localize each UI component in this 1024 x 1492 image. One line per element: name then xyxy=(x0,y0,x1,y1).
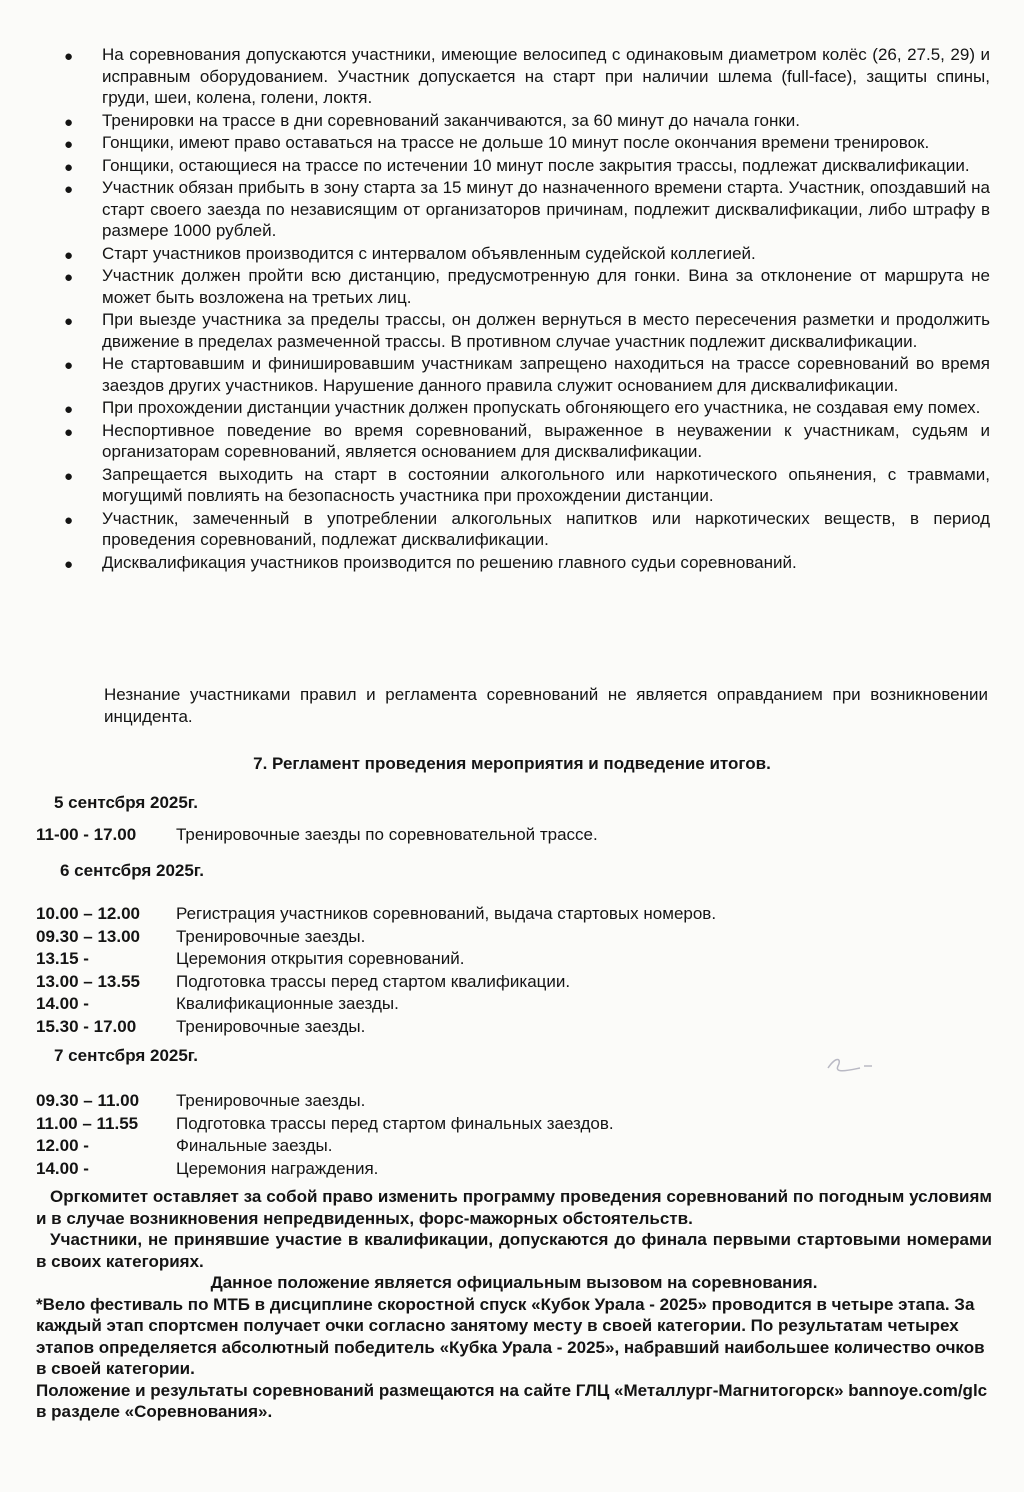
bullet-icon: ● xyxy=(64,269,74,286)
footer-paragraph: Положение и результаты соревнований размещаются на сайте ГЛЦ «Металлург-Магнитогорск» bannoye.com/glc в разделе «Соревнования». xyxy=(36,1380,988,1421)
rule-item: ● Участник должен пройти всю дистанцию, предусмотренную для гонки. Вина за отклонение от маршрута не может быть возложена на третьих лиц. xyxy=(64,266,990,307)
schedule-row xyxy=(36,1135,614,1158)
schedule-row xyxy=(36,1016,716,1039)
schedule-time: 13.00 – 13.55 xyxy=(36,971,140,991)
rule-item: ● Участник обязан прибыть в зону старта за 15 минут до назначенного времени старта. Участник, опоздавший на старт своего заезда по независящим от организаторов причинам, подлежит дисквалификации, либо штрафу в размере 1000 рублей. xyxy=(64,178,990,240)
schedule-desc: Тренировочные заезды по соревновательной трассе. xyxy=(176,825,598,844)
day-title: 7 сентсбря 2025г. xyxy=(54,1046,198,1065)
footer-paragraph: *Вело фестиваль по МТБ в дисциплине скоростной спуск «Кубок Урала - 2025» проводится в четыре этапа. За каждый этап спортсмен получает очки согласно занятому месту в своей категории. По результатам четырех этапов определяется абсолютный победитель «Кубка Урала - 2025», набравший наибольшее количество очков в своей категории. xyxy=(36,1294,985,1378)
rule-item: ● При выезде участника за пределы трассы, он должен вернуться в место пересечения разметки и продолжить движение в пределах размеченной трассы. В противном случае участник подлежит дисквалификации. xyxy=(64,310,990,351)
rule-item: ● При прохождении дистанции участник должен пропускать обгоняющего его участника, не создавая ему помех. xyxy=(62,397,990,419)
schedule-desc: Церемония награждения. xyxy=(176,1158,379,1178)
bullet-icon: ● xyxy=(64,136,74,153)
schedule-desc: Квалификационные заезды. xyxy=(176,994,399,1013)
schedule-time: 15.30 - 17.00 xyxy=(36,1016,137,1036)
footer-block xyxy=(36,1186,992,1423)
rule-item: ● Запрещается выходить на старт в состоянии алкогольного или наркотического опьянения, с травмами, могущимй повлиять на безопасность участника при прохождении дистанции. xyxy=(64,464,990,505)
bullet-icon: ● xyxy=(64,48,74,65)
schedule-time: 10.00 – 12.00 xyxy=(36,904,140,923)
schedule-row xyxy=(36,971,716,994)
day-title: 5 сентсбря 2025г. xyxy=(54,793,198,812)
footer-paragraph: Участники, не принявшие участие в квалификации, допускаются до финала первыми стартовыми номерами в своих категориях. xyxy=(36,1230,992,1271)
bullet-icon: ● xyxy=(64,423,74,441)
bullet-icon: ● xyxy=(64,181,74,198)
schedule-day-3 xyxy=(36,1090,614,1180)
footer-paragraph: Оргкомитет оставляет за собой право изменить программу проведения соревнований по погодным условиям и в случае возникновения непредвиденных, форс-мажорных обстоятельств. xyxy=(36,1187,992,1228)
bullet-icon: ● xyxy=(64,313,74,330)
bullet-icon: ● xyxy=(64,113,74,131)
footer-paragraph: Данное положение является официальным вызовом на соревнования. xyxy=(210,1273,818,1292)
rule-item: ● Гонщики, остающиеся на трассе по истечении 10 минут после закрытия трассы, подлежат дисквалификации. xyxy=(62,155,990,177)
bullet-icon: ● xyxy=(64,511,74,529)
bullet-icon: ● xyxy=(64,357,74,374)
schedule-time: 09.30 – 13.00 xyxy=(36,926,140,946)
rule-item: ● Гонщики, имеют право оставаться на трассе не дольше 10 минут после окончания времени тренировок. xyxy=(62,132,990,154)
schedule-desc: Тренировочные заезды. xyxy=(176,1091,366,1110)
section-title: 7. Регламент проведения мероприятия и подведение итогов. xyxy=(253,754,771,773)
rule-item: ● На соревнования допускаются участники, имеющие велосипед с одинаковым диаметром колёс (26, 27.5, 29) и исправным оборудованием. Участник допускается на старт при наличии шлема (full-face), защиты спины, груди, шеи, колена, голени, локтя. xyxy=(64,45,990,107)
schedule-time: 09.30 – 11.00 xyxy=(36,1091,140,1110)
schedule-desc: Финальные заезды. xyxy=(176,1136,333,1155)
schedule-row xyxy=(36,993,716,1016)
schedule-time: 11.00 – 11.55 xyxy=(36,1113,139,1133)
schedule-desc: Подготовка трассы перед стартом финальных заездов. xyxy=(176,1113,614,1133)
schedule-desc: Тренировочные заезды. xyxy=(176,926,366,946)
bullet-icon: ● xyxy=(64,246,74,264)
rules-list xyxy=(62,44,990,574)
day-title: 6 сентсбря 2025г. xyxy=(60,861,204,880)
rule-item: ● Дисквалификация участников производится по решению главного судьи соревнований. xyxy=(62,552,990,574)
schedule-row xyxy=(36,824,598,847)
rule-item: ● Не стартовавшим и финишировавшим участникам запрещено находиться на трассе соревнований во время заездов других участников. Нарушение данного правила служит основанием для дисквалификации. xyxy=(64,354,990,395)
bullet-icon: ● xyxy=(64,467,74,485)
schedule-row xyxy=(36,1158,614,1181)
rule-item: ● Неспортивное поведение во время соревнований, выраженное в неуважении к участникам, судьям и организаторам соревнований, является основанием для дисквалификации. xyxy=(64,420,990,461)
signature-mark xyxy=(820,1046,900,1086)
schedule-desc: Тренировочные заезды. xyxy=(176,1016,366,1036)
schedule-time: 12.00 - xyxy=(36,1136,89,1155)
schedule-time: 14.00 - xyxy=(36,994,89,1013)
schedule-day-2 xyxy=(36,903,716,1038)
bullet-icon: ● xyxy=(64,158,74,176)
schedule-row xyxy=(36,948,716,971)
schedule-desc: Регистрация участников соревнований, выдача стартовых номеров. xyxy=(176,904,717,923)
rule-item: ● Старт участников производится с интервалом объявленным судейской коллегией. xyxy=(62,243,990,265)
rule-item: ● Участник, замеченный в употреблении алкогольных напитков или наркотических веществ, в период проведения соревнований, подлежат дисквалификации. xyxy=(64,508,990,549)
schedule-row xyxy=(36,926,716,949)
schedule-row xyxy=(36,903,716,926)
schedule-desc: Подготовка трассы перед стартом квалификации. xyxy=(176,971,571,991)
ignorance-note: Незнание участниками правил и регламента соревнований не является оправданием при возникновении инцидента. xyxy=(104,685,988,726)
bullet-icon: ● xyxy=(64,401,74,418)
schedule-desc: Церемония открытия соревнований. xyxy=(176,949,465,968)
schedule-time: 14.00 - xyxy=(36,1158,89,1178)
schedule-time: 11-00 - 17.00 xyxy=(36,825,137,844)
rule-item: ● Тренировки на трассе в дни соревнований заканчиваются, за 60 минут до начала гонки. xyxy=(62,110,990,132)
schedule-row xyxy=(36,1090,614,1113)
schedule-row xyxy=(36,1113,614,1136)
schedule-time: 13.15 - xyxy=(36,949,89,968)
schedule-day-1 xyxy=(36,824,598,847)
bullet-icon: ● xyxy=(64,555,74,573)
